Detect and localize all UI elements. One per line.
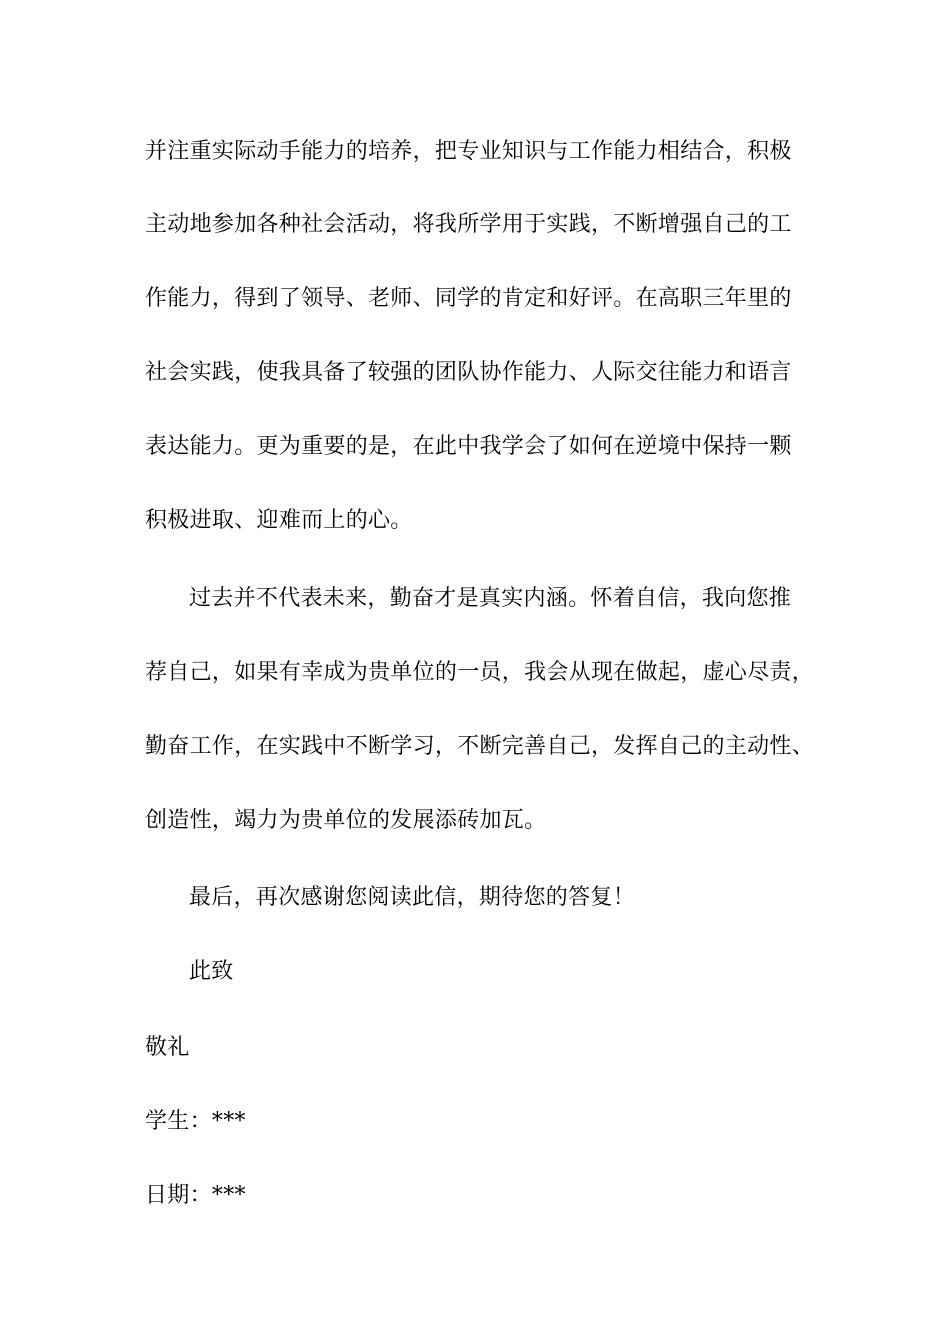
paragraph-line-1: 并注重实际动手能力的培养，把专业知识与工作能力相结合，积极 [145,139,792,164]
signature-date: 日期：*** [145,1183,246,1208]
paragraph-line-2: 主动地参加各种社会活动，将我所学用于实践，不断增强自己的工 [145,212,792,237]
paragraph-line-8: 荐自己，如果有幸成为贵单位的一员，我会从现在做起，虚心尽责， [145,660,815,685]
paragraph-line-10: 创造性，竭力为贵单位的发展添砖加瓦。 [145,808,547,833]
paragraph-line-7: 过去并不代表未来，勤奋才是真实内涵。怀着自信，我向您推 [189,586,792,611]
signature-student: 学生：*** [145,1109,246,1134]
paragraph-line-3: 作能力，得到了领导、老师、同学的肯定和好评。在高职三年里的 [145,286,792,311]
paragraph-line-4: 社会实践，使我具备了较强的团队协作能力、人际交往能力和语言 [145,360,792,385]
paragraph-line-9: 勤奋工作，在实践中不断学习，不断完善自己，发挥自己的主动性、 [145,734,815,759]
closing-line: 最后，再次感谢您阅读此信，期待您的答复！ [189,885,636,910]
paragraph-line-5: 表达能力。更为重要的是，在此中我学会了如何在逆境中保持一颗 [145,434,792,459]
salutation-cizhi: 此致 [189,959,234,984]
paragraph-line-6: 积极进取、迎难而上的心。 [145,508,413,533]
salutation-jingli: 敬礼 [145,1035,190,1060]
